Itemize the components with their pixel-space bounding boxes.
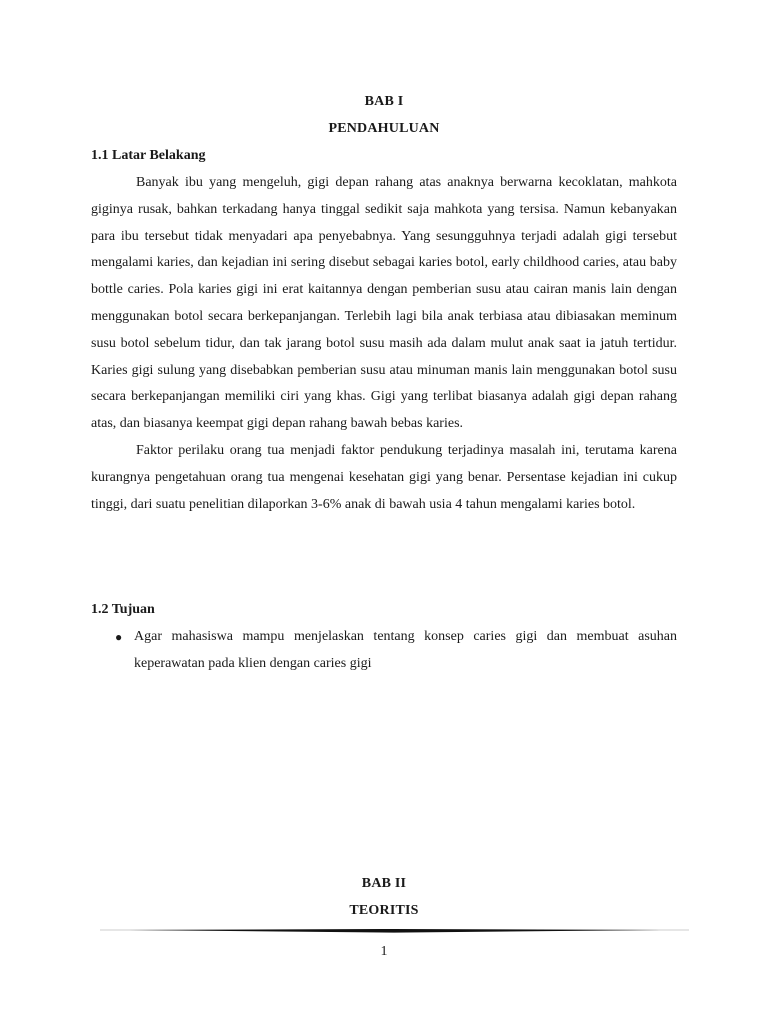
chapter-2-title: TEORITIS xyxy=(349,903,419,918)
footer-divider xyxy=(100,929,689,933)
section-1-1-body xyxy=(91,170,677,518)
chapter-2-number: BAB II xyxy=(361,876,407,891)
objectives-list xyxy=(91,624,677,678)
section-1-1-heading: 1.1 Latar Belakang xyxy=(91,148,206,163)
objective-text: Agar mahasiswa mampu menjelaskan tentang konsep caries gigi dan membuat asuhan keperawatan pada klien dengan caries gigi xyxy=(134,629,677,671)
chapter-1-title: PENDAHULUAN xyxy=(328,121,440,136)
section-1-2-heading: 1.2 Tujuan xyxy=(91,602,155,617)
chapter-1-number: BAB I xyxy=(364,94,404,109)
page-number: 1 xyxy=(380,944,388,959)
bullet-icon: ● xyxy=(115,630,123,644)
list-item xyxy=(91,624,677,678)
paragraph-1: Banyak ibu yang mengeluh, gigi depan rahang atas anaknya berwarna kecoklatan, mahkota giginya rusak, bahkan terkadang hanya tinggal sedikit saja mahkota yang tersisa. Namun kebanyakan para ibu tersebut tidak menyadari apa penyebabnya. Yang sesungguhnya terjadi adalah gigi tersebut mengalami karies, dan kejadian ini sering disebut sebagai karies botol, early childhood caries, atau baby bottle caries. Pola karies gigi ini erat kaitannya dengan pemberian susu atau cairan manis lain dengan menggunakan botol secara berkepanjangan. Terlebih lagi bila anak terbiasa atau dibiasakan meminum susu botol sebelum tidur, dan tak jarang botol susu masih ada dalam mulut anak saat ia jatuh tertidur. Karies gigi sulung yang disebabkan pemberian susu atau minuman manis lain menggunakan botol susu secara berkepanjangan memiliki ciri yang khas. Gigi yang terlibat biasanya adalah gigi depan rahang atas, dan biasanya keempat gigi depan rahang bawah bebas karies. xyxy=(91,175,677,432)
paragraph-2: Faktor perilaku orang tua menjadi faktor pendukung terjadinya masalah ini, terutama karena kurangnya pengetahuan orang tua mengenai kesehatan gigi yang benar. Persentase kejadian ini cukup tinggi, dari suatu penelitian dilaporkan 3-6% anak di bawah usia 4 tahun mengalami karies botol. xyxy=(91,442,677,512)
